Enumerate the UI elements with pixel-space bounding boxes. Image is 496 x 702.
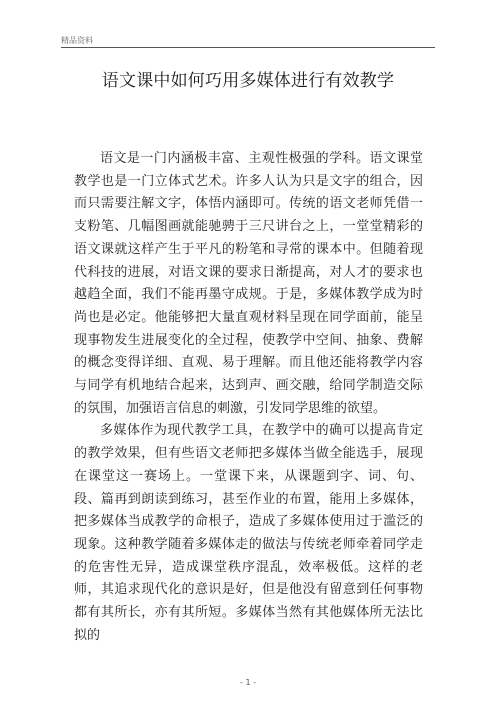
paragraph-2: 多媒体作为现代教学工具，在教学中的确可以提高肯定的教学效果，但有些语文老师把多媒体当做全能选手，展现在课堂这一赛场上。一堂课下来，从课题到字、词、句、段、篇再到朗读到练习，甚至作业的布置，能用上多媒体，把多媒体当成教学的命根子，造成了多媒体使用过于滥泛的现象。这种教学随着多媒体走的做法与传统老师牵着同学走的危害性无异，造成课堂秩序混乱，效率极低。这样的老师，其追求现代化的意识是好，但是他没有留意到任何事物都有其所长，亦有其所短。多媒体当然有其他媒体所无法比拟的 <box>74 423 423 643</box>
header-divider <box>61 47 435 48</box>
header-label: 精品资料 <box>61 36 93 45</box>
document-body <box>74 148 423 647</box>
paragraph-1: 语文是一门内涵极丰富、主观性极强的学科。语文课堂教学也是一门立体式艺术。许多人认为只是文字的组合，因而只需要注解文字，体悟内涵即可。传统的语文老师凭借一支粉笔、几幅图画就能驰骋于三尺讲台之上，一堂堂精彩的语文课就这样产生于平凡的粉笔和寻常的课本中。但随着现代科技的进展，对语文课的要求日渐提高，对人才的要求也越趋全面，我们不能再墨守成规。于是，多媒体教学成为时尚也是必定。他能够把大量直观材料呈现在同学面前，能呈现事物发生进展变化的全过程，使教学中空间、抽象、费解的概念变得详细、直观、易于理解。而且他还能将教学内容与同学有机地结合起来，达到声、画交融，给同学制造交际的氛围，加强语言信息的刺激，引发同学思维的欲望。 <box>74 151 423 416</box>
page-number: - 1 - <box>240 678 256 687</box>
document-title: 语文课中如何巧用多媒体进行有效教学 <box>101 71 395 91</box>
